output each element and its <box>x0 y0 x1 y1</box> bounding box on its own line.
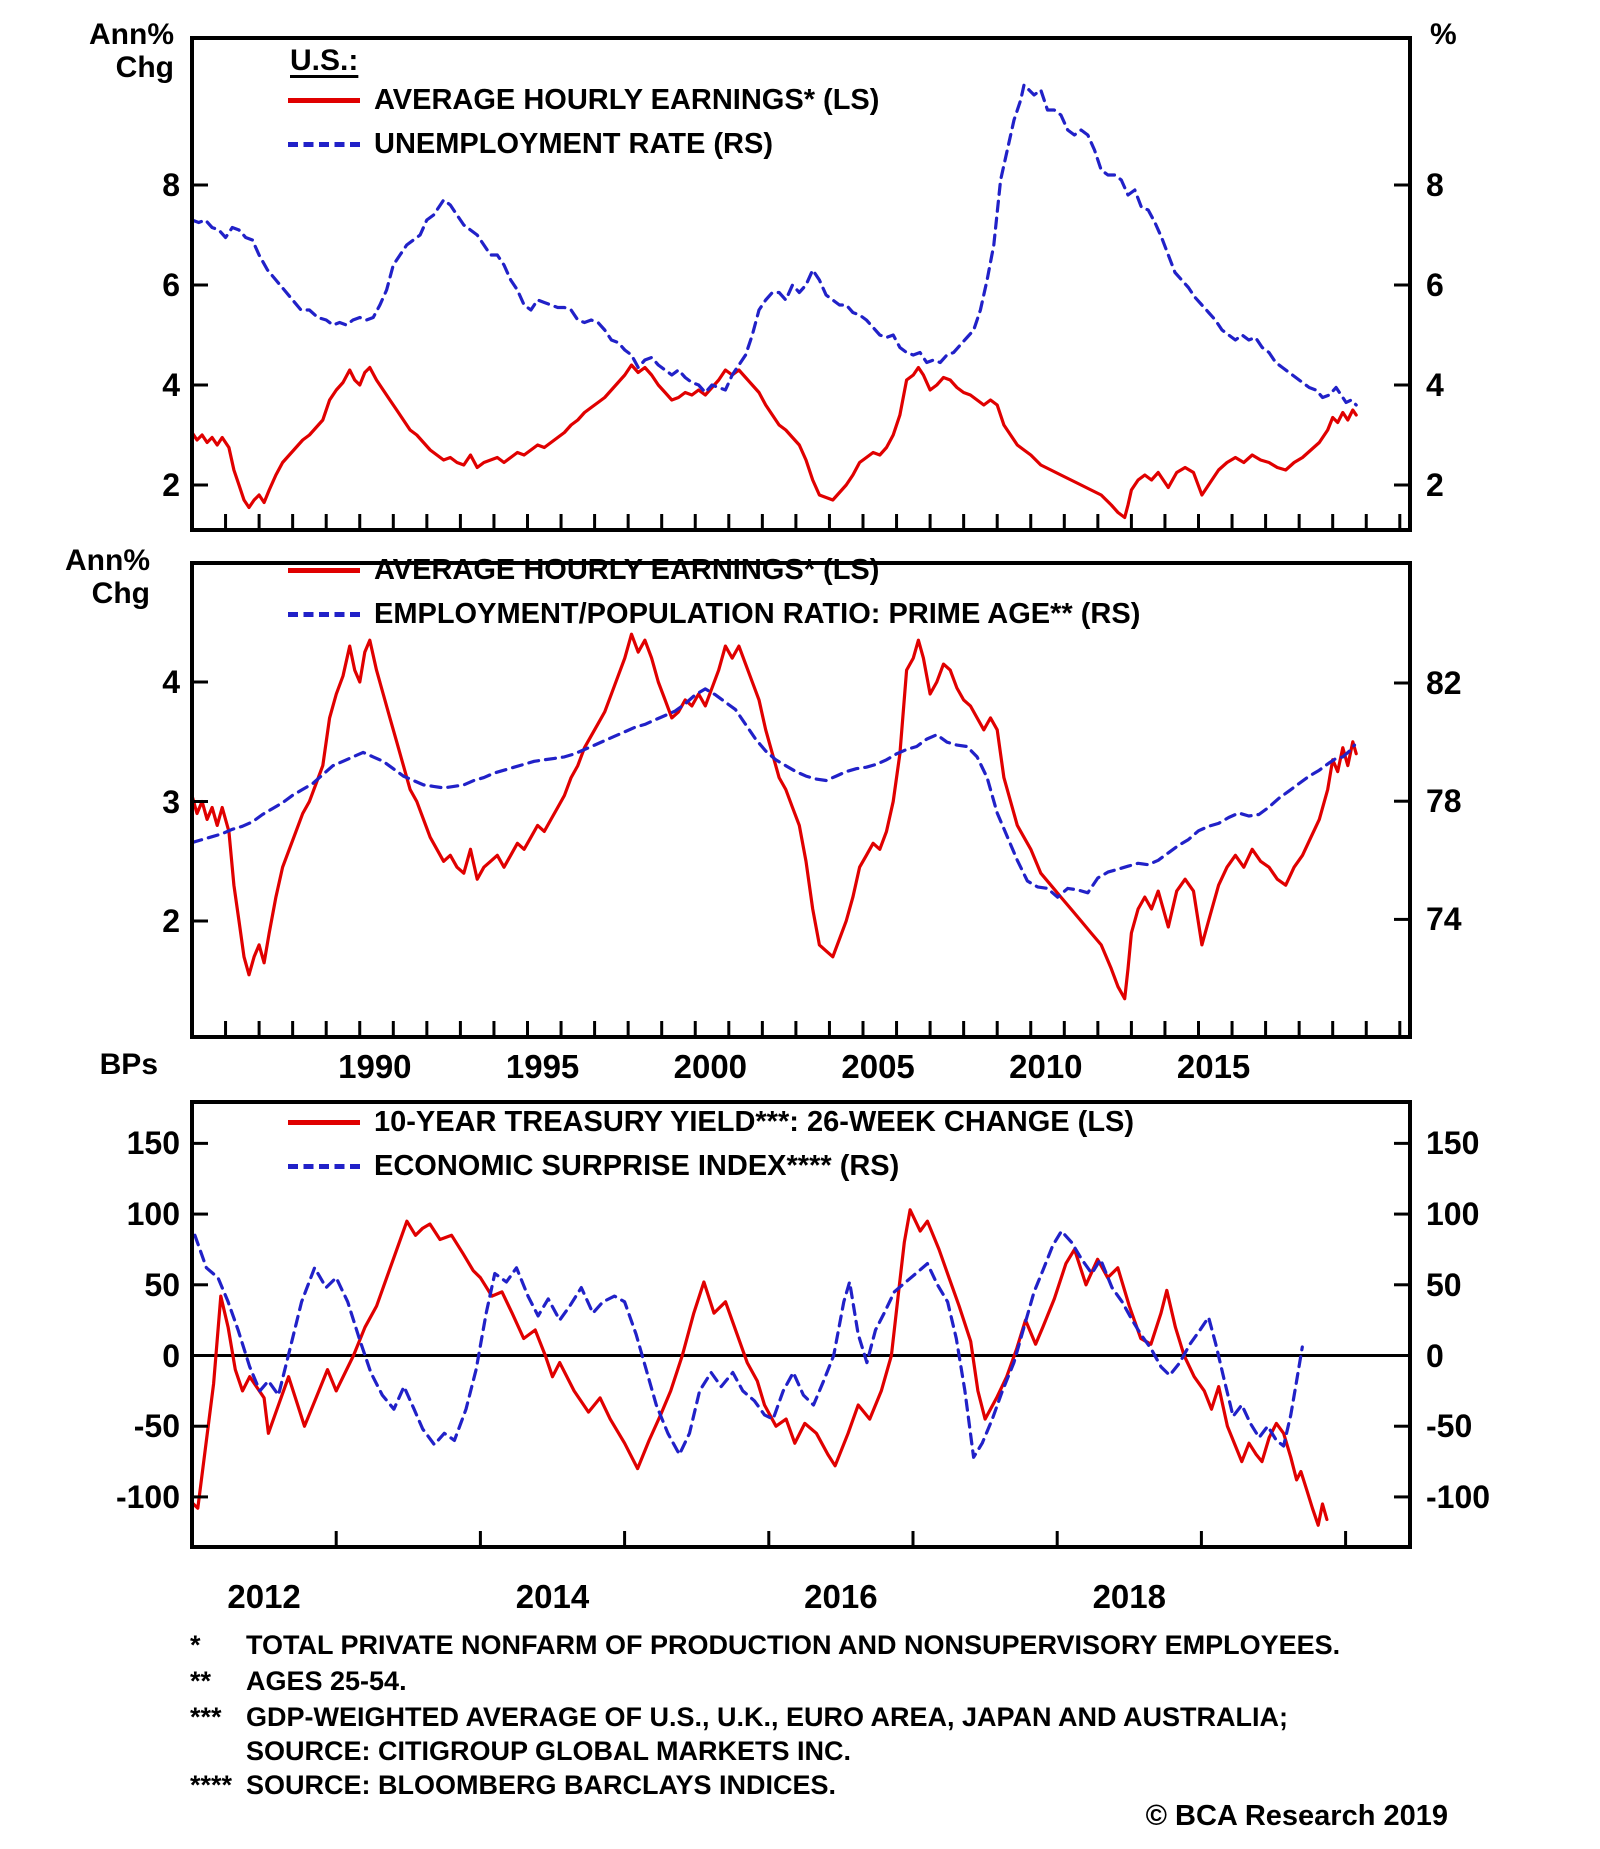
footnote-text: TOTAL PRIVATE NONFARM OF PRODUCTION AND NONSUPERVISORY EMPLOYEES. <box>246 1630 1341 1660</box>
y-axis-tick-label-right: 4 <box>1426 367 1444 403</box>
y-axis-tick-label-right: 78 <box>1426 783 1462 820</box>
y-axis-tick-label-left: 4 <box>162 367 180 403</box>
y-axis-tick-label-left: 4 <box>162 664 180 700</box>
x-axis-year-label: 2018 <box>1092 1578 1166 1615</box>
y-axis-tick-label-left: -50 <box>133 1408 180 1445</box>
blue-dashed-swatch <box>288 142 360 147</box>
legend-label: 10-YEAR TREASURY YIELD***: 26-WEEK CHANGE (LS) <box>374 1105 1135 1138</box>
y-axis-tick-label-left: 6 <box>162 267 180 303</box>
x-axis-year-label: 2005 <box>841 1048 915 1085</box>
y-axis-tick-label-left: 0 <box>162 1337 180 1374</box>
y-axis-tick-label-right: 6 <box>1426 267 1444 303</box>
legend-label: AVERAGE HOURLY EARNINGS* (LS) <box>374 553 880 586</box>
footnote-marker: * <box>190 1630 201 1660</box>
legend-label: ECONOMIC SURPRISE INDEX**** (RS) <box>374 1149 900 1182</box>
legend-label: EMPLOYMENT/POPULATION RATIO: PRIME AGE** (RS) <box>374 597 1141 630</box>
y-axis-tick-label-right: 50 <box>1426 1266 1462 1303</box>
legend-row <box>288 552 879 588</box>
x-axis-year-label: 2015 <box>1176 1048 1251 1085</box>
y-axis-tick-label-left: 2 <box>162 903 180 939</box>
y-axis-tick-label-right: 0 <box>1426 1337 1444 1374</box>
legend-row <box>288 82 879 118</box>
series-solid-line <box>192 1210 1327 1525</box>
footnote <box>190 1736 851 1767</box>
axis-unit-line: Chg <box>115 51 174 84</box>
axis-unit-line: Ann% <box>89 18 174 51</box>
footnote <box>190 1666 407 1697</box>
middle-left-axis-unit <box>36 544 150 610</box>
legend-title-us: U.S.: <box>290 44 359 77</box>
y-axis-tick-label-left: 8 <box>162 167 180 203</box>
red-line-swatch <box>288 568 360 573</box>
footnote-marker: *** <box>190 1702 222 1732</box>
bottom-left-axis-unit: BPs <box>99 1048 158 1081</box>
y-axis-tick-label-right: 150 <box>1426 1125 1480 1162</box>
footnote-marker: ** <box>190 1666 212 1696</box>
y-axis-tick-label-right: 2 <box>1426 467 1444 503</box>
y-axis-tick-label-right: 82 <box>1426 665 1462 701</box>
footnote <box>190 1770 836 1801</box>
footnote <box>190 1630 1340 1661</box>
series-solid-line <box>192 634 1356 999</box>
legend-row <box>288 126 773 162</box>
y-axis-tick-label-right: 74 <box>1426 901 1462 938</box>
x-axis-year-label: 2014 <box>515 1578 590 1615</box>
blue-dashed-swatch <box>288 612 360 617</box>
axis-unit-line: Chg <box>91 577 150 610</box>
y-axis-tick-label-left: 100 <box>126 1196 180 1233</box>
x-axis-year-label: 1995 <box>505 1048 580 1085</box>
x-axis-year-label: 2000 <box>673 1048 748 1085</box>
red-line-swatch <box>288 98 360 103</box>
y-axis-tick-label-right: -50 <box>1426 1408 1473 1445</box>
top-left-axis-unit <box>60 18 174 84</box>
legend-row <box>288 1104 1134 1140</box>
axis-unit-line: Ann% <box>65 544 150 577</box>
copyright: © BCA Research 2019 <box>1145 1800 1448 1832</box>
footnote-text: GDP-WEIGHTED AVERAGE OF U.S., U.K., EURO AREA, JAPAN AND AUSTRALIA; <box>246 1702 1289 1732</box>
y-axis-tick-label-left: 3 <box>162 783 180 820</box>
y-axis-tick-label-right: 100 <box>1426 1196 1480 1233</box>
footnote-text: SOURCE: CITIGROUP GLOBAL MARKETS INC. <box>246 1736 852 1766</box>
y-axis-tick-label-right: -100 <box>1426 1478 1491 1515</box>
legend-label: UNEMPLOYMENT RATE (RS) <box>374 127 774 160</box>
footnote-marker: **** <box>190 1770 233 1800</box>
series-solid-line <box>192 365 1356 518</box>
x-axis-year-label: 2012 <box>227 1578 301 1615</box>
y-axis-tick-label-left: 2 <box>162 467 180 503</box>
footnote-text: SOURCE: BLOOMBERG BARCLAYS INDICES. <box>246 1770 837 1800</box>
y-axis-tick-label-right: 8 <box>1426 167 1444 203</box>
top-right-axis-unit: % <box>1430 18 1457 51</box>
legend-row <box>288 596 1140 632</box>
x-axis-year-label: 1990 <box>338 1048 412 1085</box>
footnote <box>190 1702 1288 1733</box>
series-dashed-line <box>195 1231 1302 1457</box>
series-dashed-line <box>192 689 1355 897</box>
y-axis-tick-label-left: 150 <box>126 1125 180 1162</box>
x-axis-year-label: 2010 <box>1009 1048 1083 1085</box>
blue-dashed-swatch <box>288 1164 360 1169</box>
y-axis-tick-label-left: 50 <box>144 1266 180 1303</box>
footnote-text: AGES 25-54. <box>246 1666 407 1696</box>
red-line-swatch <box>288 1120 360 1125</box>
legend-label: AVERAGE HOURLY EARNINGS* (LS) <box>374 83 880 116</box>
y-axis-tick-label-left: -100 <box>115 1478 180 1515</box>
legend-row <box>288 1148 899 1184</box>
x-axis-year-label: 2016 <box>804 1578 878 1615</box>
